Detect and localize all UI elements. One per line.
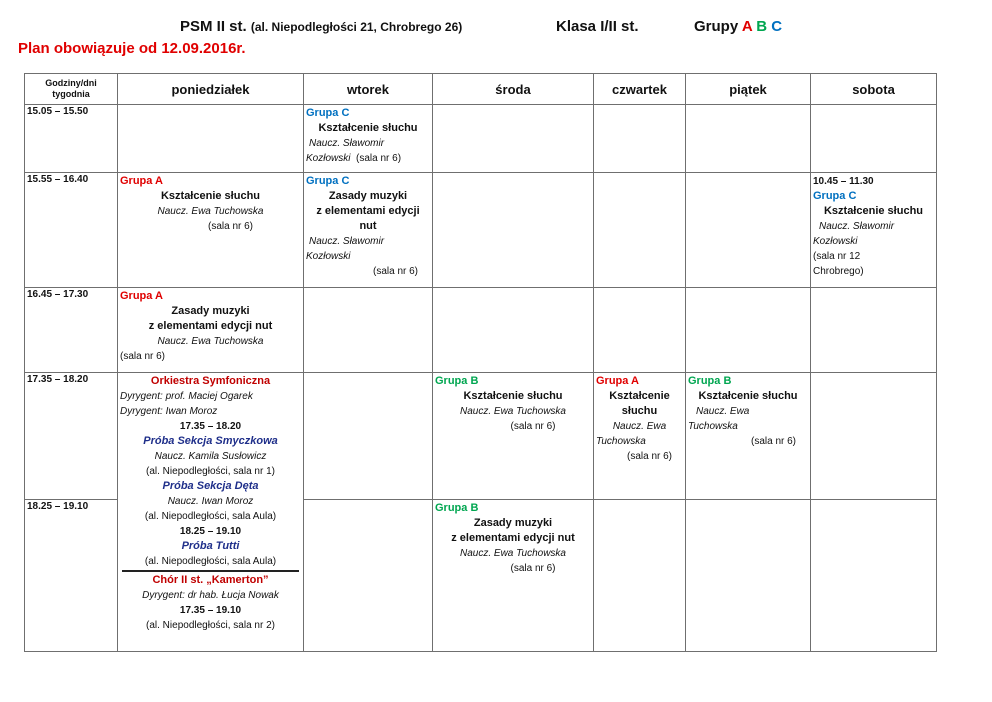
header-row — [25, 74, 937, 105]
choir-title: Chór II st. „Kamerton” — [152, 574, 269, 586]
lesson-cell — [811, 173, 937, 288]
teacher: Naucz. Sławomir — [309, 138, 385, 149]
rehearsal-time: 17.35 – 18.20 — [179, 421, 242, 432]
subject-line: Kształcenie — [609, 390, 670, 402]
time-row — [25, 105, 937, 173]
subject-line: Zasady muzyki — [328, 190, 408, 202]
subject-line: słuchu — [621, 405, 658, 417]
cell-empty — [118, 105, 304, 173]
corner-line-1: Godziny/dni — [45, 78, 97, 88]
rehearsal-title: Próba Sekcja Dęta — [162, 480, 259, 492]
room: (sala nr 6) — [510, 563, 556, 574]
group-label: Grupa C — [306, 175, 350, 187]
location: (al. Niepodległości, sala Aula) — [144, 511, 277, 522]
cell-empty — [811, 500, 937, 652]
teacher: Tuchowska — [596, 436, 646, 447]
cell-empty — [811, 288, 937, 373]
day-header-friday: piątek — [686, 74, 811, 105]
time-slot: 18.25 – 19.10 — [25, 500, 118, 652]
room: Chrobrego) — [813, 266, 864, 277]
room: (sala nr 6) — [120, 351, 166, 362]
monday-evening-cell — [118, 373, 304, 652]
conductor: Dyrygent: dr hab. Łucja Nowak — [142, 590, 279, 601]
group-b-letter: B — [756, 18, 768, 35]
subject: Kształcenie słuchu — [463, 390, 563, 402]
cell-empty — [433, 173, 594, 288]
plan-valid-from: Plan obowiązuje od 12.09.2016r. — [18, 40, 246, 57]
subject: Kształcenie słuchu — [823, 205, 924, 217]
lesson-cell — [304, 173, 433, 288]
lesson-cell — [686, 373, 811, 500]
day-header-tuesday: wtorek — [304, 74, 433, 105]
subject: Kształcenie słuchu — [698, 390, 798, 402]
cell-empty — [304, 500, 433, 652]
lesson-cell — [118, 173, 304, 288]
teacher: Tuchowska — [688, 421, 738, 432]
cell-empty — [304, 288, 433, 373]
room: (sala nr 12 — [813, 251, 861, 262]
room: (sala nr 6) — [356, 153, 402, 164]
day-header-monday: poniedziałek — [118, 74, 304, 105]
cell-empty — [594, 288, 686, 373]
teacher: Naucz. Ewa Tuchowska — [157, 206, 264, 217]
lesson-cell — [594, 373, 686, 500]
lesson-cell — [304, 105, 433, 173]
cell-empty — [686, 500, 811, 652]
group-a-letter: A — [741, 18, 753, 35]
subject-line: z elementami edycji nut — [148, 320, 273, 332]
time-row — [25, 373, 937, 500]
teacher: Naucz. Ewa Tuchowska — [460, 548, 566, 559]
time-slot: 15.05 – 15.50 — [25, 105, 118, 173]
group-label: Grupa C — [306, 107, 350, 119]
teacher: Naucz. Ewa Tuchowska — [157, 336, 264, 347]
class-label: Klasa I/II st. — [556, 18, 639, 35]
groups-word: Grupy — [694, 18, 739, 35]
teacher: Naucz. Iwan Moroz — [167, 496, 254, 507]
teacher-room-line — [306, 151, 430, 166]
conductor: Dyrygent: Iwan Moroz — [120, 406, 218, 417]
group-label: Grupa B — [435, 375, 479, 387]
document-header — [0, 16, 992, 38]
subject-line: z elementami edycji nut — [451, 532, 575, 544]
corner-line-2: tygodnia — [52, 89, 90, 99]
cell-empty — [594, 500, 686, 652]
time-slot: 15.55 – 16.40 — [25, 173, 118, 288]
teacher: Kozłowski — [306, 153, 351, 164]
group-label: Grupa B — [688, 375, 732, 387]
schedule-table — [24, 73, 937, 652]
teacher: Naucz. Ewa Tuchowska — [460, 406, 566, 417]
cell-empty — [686, 105, 811, 173]
group-label: Grupa A — [120, 175, 163, 187]
rehearsal-title: Próba Tutti — [181, 540, 240, 552]
lesson-time: 10.45 – 11.30 — [813, 176, 874, 187]
time-row — [25, 288, 937, 373]
subject: Kształcenie słuchu — [318, 122, 418, 134]
teacher: Naucz. Kamila Susłowicz — [154, 451, 267, 462]
time-slot: 16.45 – 17.30 — [25, 288, 118, 373]
groups-label — [694, 18, 782, 35]
group-label: Grupa A — [120, 290, 163, 302]
teacher: Naucz. Sławomir — [309, 236, 385, 247]
subject-line: z elementami edycji — [316, 205, 420, 217]
corner-header — [25, 74, 118, 105]
group-label: Grupa C — [813, 190, 857, 202]
cell-empty — [686, 288, 811, 373]
school-address: (al. Niepodległości 21, Chrobrego 26) — [250, 20, 463, 34]
subject-line: Zasady muzyki — [171, 305, 250, 317]
location: (al. Niepodległości, sala nr 1) — [146, 466, 275, 477]
rehearsal-time: 18.25 – 19.10 — [179, 526, 242, 537]
day-header-saturday: sobota — [811, 74, 937, 105]
cell-empty — [686, 173, 811, 288]
subject: Kształcenie słuchu — [160, 190, 261, 202]
subject-line: nut — [359, 220, 377, 232]
group-label: Grupa B — [435, 502, 479, 514]
teacher: Kozłowski — [306, 251, 351, 262]
lesson-cell — [118, 288, 304, 373]
room: (sala nr 6) — [207, 221, 253, 232]
rehearsal-title: Próba Sekcja Smyczkowa — [143, 435, 278, 447]
location: (al. Niepodległości, sala nr 2) — [146, 620, 275, 631]
school-title — [180, 18, 462, 35]
group-c-letter: C — [771, 18, 783, 35]
teacher: Naucz. Ewa — [612, 421, 667, 432]
lesson-cell — [433, 373, 594, 500]
room: (sala nr 6) — [372, 266, 418, 277]
day-header-thursday: czwartek — [594, 74, 686, 105]
orchestra-title: Orkiestra Symfoniczna — [150, 375, 271, 387]
room: (sala nr 6) — [750, 436, 796, 447]
cell-empty — [594, 105, 686, 173]
group-label: Grupa A — [596, 375, 639, 387]
cell-empty — [811, 373, 937, 500]
section-divider — [122, 570, 299, 572]
room: (sala nr 6) — [510, 421, 556, 432]
school-name: PSM II st. — [180, 18, 247, 35]
cell-empty — [433, 105, 594, 173]
time-row — [25, 173, 937, 288]
cell-empty — [304, 373, 433, 500]
rehearsal-time: 17.35 – 19.10 — [179, 605, 242, 616]
time-slot: 17.35 – 18.20 — [25, 373, 118, 500]
location: (al. Niepodległości, sala Aula) — [144, 556, 277, 567]
cell-empty — [811, 105, 937, 173]
subject-line: Zasady muzyki — [473, 517, 553, 529]
teacher: Naucz. Sławomir — [819, 221, 895, 232]
cell-empty — [433, 288, 594, 373]
lesson-cell — [433, 500, 594, 652]
day-header-wednesday: środa — [433, 74, 594, 105]
conductor: Dyrygent: prof. Maciej Ogarek — [120, 391, 253, 402]
room: (sala nr 6) — [626, 451, 672, 462]
cell-empty — [594, 173, 686, 288]
teacher: Kozłowski — [813, 236, 858, 247]
teacher: Naucz. Ewa — [696, 406, 750, 417]
